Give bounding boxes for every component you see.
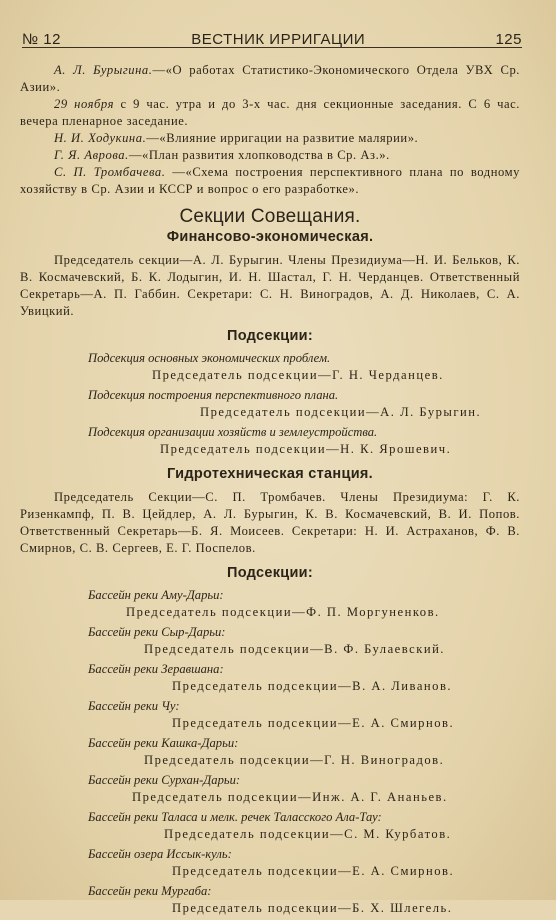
subsection-chair: Председатель подсекции—С. М. Курбатов.	[164, 827, 452, 841]
intro-list	[20, 62, 520, 198]
subsection-name: Бассейн реки Кашка-Дарьи:	[88, 736, 239, 750]
subsection	[20, 846, 520, 880]
subsection-chair: Председатель подсекции—Е. А. Смирнов.	[172, 864, 455, 878]
subsection-chair: Председатель подсекции—Н. К. Ярошевич.	[160, 442, 452, 456]
subsection-name: Бассейн реки Сурхан-Дарьи:	[88, 773, 241, 787]
subsection-name: Бассейн реки Сыр-Дарьи:	[88, 625, 226, 639]
intro-item: 29 ноября с 9 час. утра и до 3-х час. дня секционные заседания. С 6 час. вечера пленарное заседание.	[20, 97, 520, 128]
page-body	[20, 62, 520, 920]
header-rule	[22, 47, 522, 48]
section-finance	[20, 229, 520, 458]
subsection	[20, 698, 520, 732]
subsection	[20, 809, 520, 843]
subsection-name: Бассейн реки Зеравшана:	[88, 662, 224, 676]
subsection-name: Подсекция построения перспективного плана.	[88, 388, 339, 402]
subsection-chair: Председатель подсекции—В. А. Ливанов.	[172, 679, 453, 693]
subsection-chair: Председатель подсекции—Г. Н. Черданцев.	[152, 368, 444, 382]
subsection	[20, 424, 520, 458]
subsection	[20, 735, 520, 769]
issue-number: № 12	[22, 31, 61, 48]
intro-item: А. Л. Бурыгина.—«О работах Статистико-Экономического Отдела УВХ Ср. Азии».	[20, 63, 520, 94]
subsection-name: Бассейн озера Иссык-куль:	[88, 847, 232, 861]
subsection-chair: Председатель подсекции—Г. Н. Виноградов.	[144, 753, 445, 767]
subsection	[20, 350, 520, 384]
subsection	[20, 883, 520, 917]
subsection	[20, 624, 520, 658]
intro-item: С. П. Тромбачева. —«Схема построения перспективного плана по водному хозяйству в Ср. Азии и КССР и вопрос о его разработке».	[20, 165, 520, 196]
journal-title: ВЕСТНИК ИРРИГАЦИИ	[191, 31, 366, 48]
intro-item: Г. Я. Аврова.—«План развития хлопководства в Ср. Аз.».	[54, 148, 390, 162]
subsection-name: Подсекция основных экономических проблем.	[88, 351, 331, 365]
subsection	[20, 772, 520, 806]
page-number: 125	[495, 31, 522, 48]
subsection-chair: Председатель подсекции—А. Л. Бурыгин.	[200, 405, 482, 419]
subsection-chair: Председатель подсекции—Е. А. Смирнов.	[172, 716, 455, 730]
sections-heading: Секции Совещания.	[179, 206, 361, 227]
subsection	[20, 387, 520, 421]
subsection-chair: Председатель подсекции—Б. Х. Шлегель.	[172, 901, 453, 915]
section-title: Финансово-экономическая.	[166, 229, 374, 245]
section-members: Председатель Секции—С. П. Тромбачев. Члены Президиума: Г. К. Ризенкампф, П. В. Цейдлер, А. Л. Бурыгин, К. В. Космачевский, В. И. Попов. Ответственный Секретарь—Б. Я. Моисеев. Секретари: Н. И. Астраханов, Ф. В. Смирнов, С. В. Сергеев, Е. Г. Поспелов.	[20, 490, 520, 555]
subsections-heading: Подсекции:	[226, 565, 314, 581]
subsections-heading: Подсекции:	[226, 328, 314, 344]
subsection-chair: Председатель подсекции—В. Ф. Булаевский.	[144, 642, 445, 656]
subsection-name: Подсекция организации хозяйств и землеустройства.	[88, 425, 378, 439]
subsection-name: Бассейн реки Таласа и мелк. речек Таласского Ала-Тау:	[88, 810, 382, 824]
subsection-name: Бассейн реки Аму-Дарьи:	[88, 588, 224, 602]
subsection	[20, 661, 520, 695]
subsection-name: Бассейн реки Мургаба:	[88, 884, 212, 898]
intro-item: Н. И. Ходукина.—«Влияние ирригации на развитие малярии».	[54, 131, 419, 145]
section-hydro	[20, 466, 520, 917]
subsection	[20, 587, 520, 621]
section-members: Председатель секции—А. Л. Бурыгин. Члены Президиума—Н. И. Бельков, К. В. Космачевский, Б. К. Лодыгин, И. Н. Шастал, Г. Н. Черданцев. Ответственный Секретарь—А. П. Габбин. Секретари: С. Н. Виноградов, А. Д. Николаев, С. А. Увицкий.	[20, 253, 520, 318]
section-title: Гидротехническая станция.	[166, 466, 373, 482]
running-header	[22, 26, 522, 48]
subsection-name: Бассейн реки Чу:	[88, 699, 180, 713]
subsection-chair: Председатель подсекции—Ф. П. Моргуненков.	[126, 605, 440, 619]
subsection-chair: Председатель подсекции—Инж. А. Г. Ананьев.	[132, 790, 448, 804]
